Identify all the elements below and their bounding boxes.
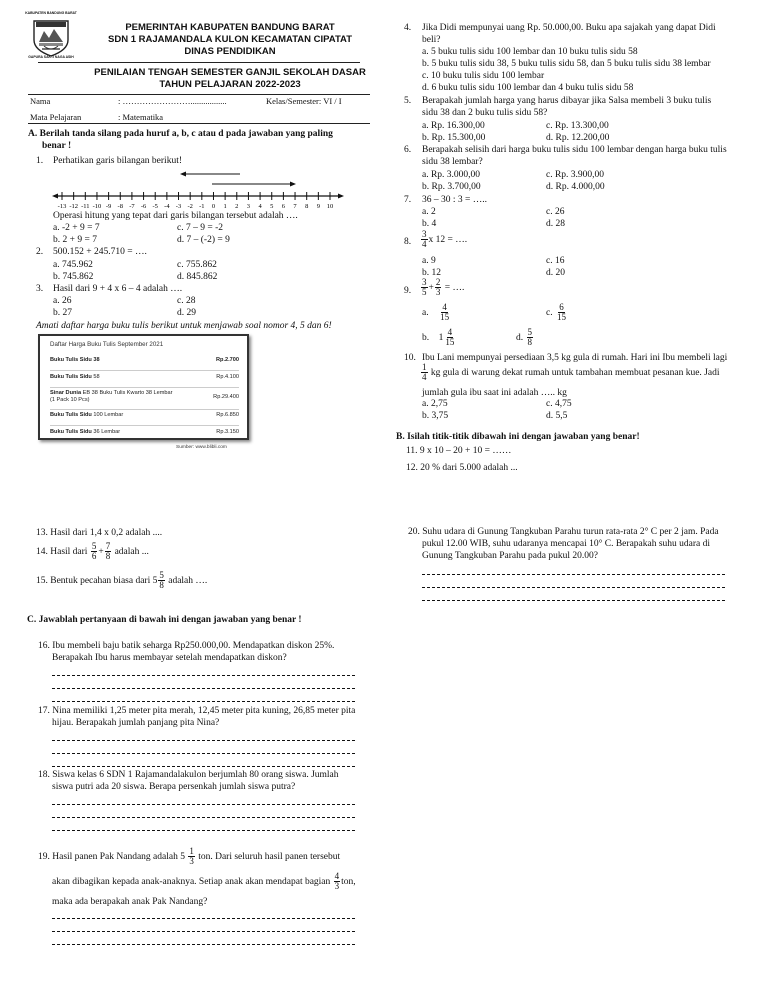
q7-option-c[interactable]: c. 26 (546, 207, 565, 217)
name-field[interactable]: : ……………………................. (118, 96, 227, 106)
number-line-tick-label: 4 (258, 203, 262, 210)
number-line-tick-label: -7 (129, 203, 135, 210)
number-line-tick-label: -9 (105, 203, 112, 210)
header-department: DINAS PENDIDIKAN (184, 46, 276, 57)
district-emblem-icon (30, 16, 72, 58)
q8-frac-num: 3 (422, 229, 427, 239)
q8-expression (420, 230, 467, 250)
q17-text: 17. Nina memiliki 1,25 meter pita merah, 12,45 meter pita kuning, 26,85 meter pita (38, 706, 356, 716)
q15-post: adalah …. (168, 576, 208, 587)
q14-f1-den: 6 (91, 551, 97, 562)
name-label: Nama (30, 96, 51, 106)
subject-value: : Matematika (118, 112, 164, 122)
number-line-tick-label: -13 (57, 203, 67, 210)
price-list-note: Amati daftar harga buku tulis berikut untuk menjawab soal nomor 4, 5 dan 6! (36, 321, 332, 331)
q19-post: ton. Dari seluruh hasil panen tersebut (198, 852, 341, 863)
q7-option-d[interactable]: d. 28 (546, 219, 565, 229)
q3-text: Hasil dari 9 + 4 x 6 – 4 adalah …. (53, 284, 183, 294)
q12-text: 12. 20 % dari 5.000 adalah ... (406, 463, 518, 473)
row-name-bold: Sinar Dunia (50, 390, 82, 396)
number-line-tick-label: -4 (164, 203, 170, 210)
q10-text-cont (420, 363, 720, 383)
q9-operator: + (428, 283, 434, 294)
q15-frac-den: 8 (159, 580, 164, 591)
q6-text-cont: sidu 38 lembar? (422, 157, 483, 167)
q18-answer-line[interactable] (52, 804, 355, 805)
q17-text-cont: hijau. Berapakah jumlah panjang pita Nina? (52, 718, 220, 728)
table-row (50, 390, 239, 410)
q8-option-d[interactable]: d. 20 (546, 268, 565, 278)
row-price: Rp.4.100 (216, 374, 239, 380)
number-line-tick-label: -11 (81, 203, 90, 210)
q7-option-a[interactable]: a. 2 (422, 207, 436, 217)
row-name-rest: 58 (91, 374, 100, 380)
q9-option-b-label: b. (422, 333, 430, 344)
row-price: Rp.29.400 (213, 394, 239, 400)
number-line-tick-label: -6 (140, 203, 147, 210)
q11-text: 11. 9 x 10 – 20 + 10 = …… (406, 446, 512, 456)
number-line-tick-label: 6 (281, 203, 286, 210)
q5-text-cont: sidu 38 dan 2 buku tulis sidu 58? (422, 108, 548, 118)
row-price: Rp.2.700 (215, 357, 239, 363)
number-line-tick-label: -10 (92, 203, 102, 210)
q17-answer-line[interactable] (52, 766, 355, 767)
number-line-tick-label: -1 (199, 203, 205, 210)
q16-text: 16. Ibu membeli baju batik seharga Rp250.000,00. Mendapatkan diskon 25%. (38, 641, 335, 651)
q8-frac-den: 4 (422, 239, 427, 250)
q8-rest: x 12 = …. (428, 235, 468, 246)
number-line-tick-label: -5 (152, 203, 158, 210)
q18-answer-line[interactable] (52, 830, 355, 831)
number-line-tick-label: -12 (69, 203, 78, 210)
number-line-tick-label: 10 (326, 203, 334, 210)
header-government: PEMERINTAH KABUPATEN BANDUNG BARAT (125, 22, 335, 33)
number-line-tick-label: 5 (270, 203, 274, 210)
q19-frac-num: 1 (189, 846, 194, 856)
q9-c-den: 15 (556, 312, 566, 323)
section-c-title: C. Jawablah pertanyaan di bawah ini dengan jawaban yang benar ! (27, 615, 302, 625)
q7-number: 7. (404, 195, 412, 205)
table-row (50, 357, 239, 371)
class-label: Kelas/Semester: VI / I (266, 96, 342, 106)
q9-option-d-label: d. (516, 333, 524, 344)
exam-year: TAHUN PELAJARAN 2022-2023 (159, 79, 301, 90)
q8-option-b[interactable]: b. 12 (422, 268, 441, 278)
number-line-tick-label: 0 (211, 203, 216, 210)
q1-text: Perhatikan garis bilangan berikut! (53, 156, 183, 166)
section-b-title: B. Isilah titik-titik dibawah ini dengan jawaban yang benar! (396, 432, 640, 442)
q10-option-b[interactable]: b. 3,75 (422, 411, 449, 421)
q10-text: Ibu Lani mempunyai persediaan 3,5 kg gula di rumah. Hari ini Ibu membeli lagi (422, 353, 728, 363)
q10-frac-den: 4 (422, 372, 427, 383)
q9-option-c[interactable] (546, 303, 568, 323)
q19-line2-post: ton, (341, 877, 356, 888)
q14-post: adalah ... (114, 547, 149, 558)
q20-answer-line[interactable] (422, 587, 725, 588)
q7-text: 36 – 30 : 3 = ….. (422, 195, 487, 205)
q10-option-d[interactable]: d. 5,5 (546, 411, 568, 421)
row-name-bold: Buku Tulis Sidu 38 (50, 357, 100, 363)
q5-option-b[interactable]: b. Rp. 15.300,00 (422, 133, 486, 143)
q10-text-line2: kg gula di warung dekat rumah untuk tambahan membuat pesanan kue. Jadi (430, 368, 720, 379)
q20-text: 20. Suhu udara di Gunung Tangkuban Parahu turun rata-rata 2° C per 2 jam. Pada (408, 527, 719, 537)
q9-b-whole: 1 (438, 333, 444, 344)
table-row (50, 374, 239, 388)
q9-f1-den: 5 (422, 287, 427, 298)
q7-option-b[interactable]: b. 4 (422, 219, 437, 229)
q9-d-den: 8 (527, 337, 532, 348)
exam-title: PENILAIAN TENGAH SEMESTER GANJIL SEKOLAH DASAR (94, 67, 366, 78)
q20-text-line3: Gunung Tangkuban Parahu pada pukul 20.00? (422, 551, 598, 561)
q19-answer-line[interactable] (52, 931, 355, 932)
row-name-bold: Buku Tulis Sidu (50, 429, 92, 435)
q6-number: 6. (404, 145, 412, 155)
q2-option-b[interactable]: b. 745.862 (53, 272, 94, 282)
number-line (52, 168, 344, 210)
q1-option-c[interactable]: c. 7 – 9 = -2 (177, 223, 223, 233)
q19-frac2-num: 4 (334, 871, 340, 881)
q19-text-line2 (52, 872, 356, 892)
q20-text-cont: pukul 12.00 WIB, suhu udaranya mencapai 10° C. Berapakah suhu udara di (422, 539, 711, 549)
q14-operator: + (98, 547, 104, 558)
number-line-tick-label: 3 (246, 203, 251, 210)
q8-option-a[interactable]: a. 9 (422, 256, 436, 266)
q9-rest: = …. (444, 283, 465, 294)
row-name-rest: 100 Lembar (91, 412, 124, 418)
q4-option-d[interactable]: d. 6 buku tulis sidu 100 lembar dan 4 buku tulis sidu 58 (422, 83, 634, 93)
q5-option-a[interactable]: a. Rp. 16.300,00 (422, 121, 485, 131)
q10-option-a[interactable]: a. 2,75 (422, 399, 448, 409)
row-name-bold: Buku Tulis Sidu (50, 374, 92, 380)
q14-pre: 14. Hasil dari (36, 547, 88, 558)
q4-number: 4. (404, 23, 412, 33)
q1-number: 1. (36, 156, 44, 166)
q15-pre: 15. Bentuk pecahan biasa dari 5 (36, 576, 158, 587)
q19-frac2-den: 3 (334, 881, 340, 892)
q5-option-c[interactable]: c. Rp. 13.300,00 (546, 121, 609, 131)
q6-option-d[interactable]: d. Rp. 4.000,00 (546, 182, 605, 192)
row-name-rest: 36 Lembar (91, 429, 121, 435)
q9-option-a[interactable] (422, 303, 451, 323)
emblem-top-text: KABUPATEN BANDUNG BARAT (25, 11, 77, 15)
table-row (50, 429, 239, 439)
row-name-bold: Buku Tulis Sidu (50, 412, 92, 418)
q10-option-c[interactable]: c. 4,75 (546, 399, 572, 409)
q17-answer-line[interactable] (52, 740, 355, 741)
q6-option-c[interactable]: c. Rp. 3.900,00 (546, 170, 605, 180)
number-line-tick-label: -3 (175, 203, 182, 210)
number-line-tick-label: 9 (316, 203, 320, 210)
q3-option-c[interactable]: c. 28 (177, 296, 196, 306)
q13-text: 13. Hasil dari 1,4 x 0,2 adalah .... (36, 528, 163, 538)
q9-d-num: 5 (527, 327, 532, 337)
q19-answer-line[interactable] (52, 918, 355, 919)
q9-option-c-label: c. (546, 308, 553, 319)
q18-text: 18. Siswa kelas 6 SDN 1 Rajamandalakulon berjumlah 80 orang siswa. Jumlah (38, 770, 339, 780)
q15-frac-num: 5 (159, 570, 164, 580)
q5-option-d[interactable]: d. Rp. 12.200,00 (546, 133, 610, 143)
q9-number: 9. (404, 286, 412, 296)
q10-number: 10. (404, 353, 416, 363)
q16-answer-line[interactable] (52, 675, 355, 676)
q19-line2-pre: akan dibagikan kepada anak-anaknya. Setiap anak akan mendapat bagian (52, 877, 331, 888)
q8-number: 8. (404, 237, 412, 247)
q1-followup: Operasi hitung yang tepat dari garis bilangan tersebut adalah …. (53, 211, 298, 221)
emblem-bottom-text: GAPURA SAKTI NAGA ASIH (28, 55, 74, 59)
q5-text: Berapakah jumlah harga yang harus dibayar jika Salsa membeli 3 buku tulis (422, 96, 712, 106)
subject-label: Mata Pelajaran (30, 112, 82, 122)
q6-text: Berapakah selisih dari harga buku tulis sidu 100 lembar dengan harga buku tulis (422, 145, 727, 155)
q9-b-num: 4 (447, 327, 453, 337)
header-school: SDN 1 RAJAMANDALA KULON KECAMATAN CIPATAT (108, 34, 352, 45)
q16-answer-line[interactable] (52, 688, 355, 689)
q15-text (36, 571, 207, 591)
title-rule (28, 94, 370, 95)
q14-f1-num: 5 (91, 541, 97, 551)
q1-option-a[interactable]: a. -2 + 9 = 7 (53, 223, 100, 233)
row-name-rest: EB 38 Buku Tulis Kwarto 38 Lembar (81, 390, 173, 396)
q4-option-a[interactable]: a. 5 buku tulis sidu 100 lembar dan 10 buku tulis sidu 58 (422, 47, 638, 57)
q16-text-cont: Berapakah Ibu harus membayar setelah mendapatkan diskon? (52, 653, 287, 663)
q19-pre: 19. Hasil panen Pak Nandang adalah 5 (38, 852, 185, 863)
number-line-tick-label: -8 (117, 203, 123, 210)
price-list-source: Sumber: www.blibli.com (176, 445, 227, 450)
q18-answer-line[interactable] (52, 817, 355, 818)
q9-option-a-label: a. (422, 308, 429, 319)
table-row (50, 412, 239, 426)
section-a-instruction-cont: benar ! (42, 141, 72, 151)
q14-f2-den: 8 (105, 551, 111, 562)
q14-f2-num: 7 (105, 541, 111, 551)
section-a-instruction: A. Berilah tanda silang pada huruf a, b, c atau d pada jawaban yang paling (28, 129, 333, 139)
q20-answer-line[interactable] (422, 574, 725, 575)
q9-b-den: 15 (445, 337, 455, 348)
q6-option-a[interactable]: a. Rp. 3.000,00 (422, 170, 481, 180)
q4-option-c[interactable]: c. 10 buku tulis sidu 100 lembar (422, 71, 545, 81)
q4-text: Jika Didi mempunyai uang Rp. 50.000,00. Buku apa sajakah yang dapat Didi (422, 23, 716, 33)
q9-a-den: 15 (440, 312, 450, 323)
q9-a-num: 4 (442, 302, 447, 312)
number-line-tick-label: 1 (223, 203, 227, 210)
header-rule (38, 62, 360, 63)
q9-f1-num: 3 (422, 277, 427, 287)
q2-option-c[interactable]: c. 755.862 (177, 260, 217, 270)
q3-number: 3. (36, 284, 44, 294)
q19-frac-den: 3 (189, 856, 194, 867)
number-line-tick-label: 7 (293, 203, 297, 210)
q18-text-cont: siswa putri ada 20 siswa. Berapa persenkah jumlah siswa putra? (52, 782, 296, 792)
q8-option-c[interactable]: c. 16 (546, 256, 565, 266)
q3-option-a[interactable]: a. 26 (53, 296, 72, 306)
number-line-tick-label: 8 (305, 203, 309, 210)
q19-text (38, 847, 340, 867)
q16-answer-line[interactable] (52, 701, 355, 702)
q9-expression (420, 278, 464, 298)
meta-rule (28, 123, 370, 124)
row-price: Rp.6.850 (216, 412, 239, 418)
q2-number: 2. (36, 247, 44, 257)
q3-option-b[interactable]: b. 27 (53, 308, 72, 318)
q1-option-d[interactable]: d. 7 – (-2) = 9 (177, 235, 230, 245)
number-line-tick-label: 2 (235, 203, 239, 210)
q9-f2-den: 3 (435, 287, 441, 298)
q4-option-b[interactable]: b. 5 buku tulis sidu 38, 5 buku tulis sidu 58, dan 5 buku tulis sidu 38 lembar (422, 59, 711, 69)
price-list-title: Daftar Harga Buku Tulis September 2021 (50, 341, 164, 348)
q2-option-a[interactable]: a. 745.962 (53, 260, 93, 270)
q3-option-d[interactable]: d. 29 (177, 308, 196, 318)
q9-option-b[interactable] (422, 328, 456, 348)
q2-option-d[interactable]: d. 845.862 (177, 272, 218, 282)
q6-option-b[interactable]: b. Rp. 3.700,00 (422, 182, 481, 192)
q10-frac-num: 1 (422, 362, 427, 372)
q17-answer-line[interactable] (52, 753, 355, 754)
row-price: Rp.3.150 (216, 429, 239, 435)
q1-option-b[interactable]: b. 2 + 9 = 7 (53, 235, 97, 245)
q14-text (36, 542, 149, 562)
row-name-line2: (1 Pack 10 Pcs) (50, 396, 90, 403)
q19-text-line3: maka ada berapakah anak Pak Nandang? (52, 897, 208, 907)
price-list-table (38, 334, 249, 440)
q9-f2-num: 2 (435, 277, 441, 287)
q9-c-num: 6 (559, 302, 564, 312)
number-line-tick-label: -2 (187, 203, 193, 210)
q19-answer-line[interactable] (52, 944, 355, 945)
q10-text-line3: jumlah gula ibu saat ini adalah ….. kg (422, 388, 567, 398)
q2-text: 500.152 + 245.710 = …. (53, 247, 147, 257)
q5-number: 5. (404, 96, 412, 106)
q9-option-d[interactable] (516, 328, 534, 348)
q20-answer-line[interactable] (422, 600, 725, 601)
q4-text-cont: beli? (422, 35, 441, 45)
